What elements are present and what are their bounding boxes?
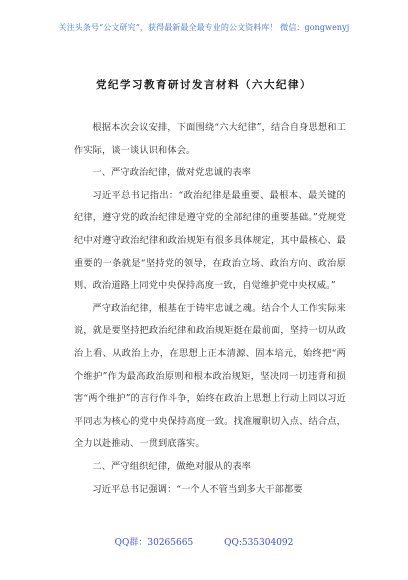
body-paragraph: 严守政治纪律，根基在于铸牢忠诚之魂。结合个人工作实际来说，就是要坚持把政治纪律和政治规矩挺在最前面，坚持一切从政治上看、从政治上办，在思想上正本清源、固本培元，始终把“两个维护”作为最高政治原则和根本政治规矩，坚决同一切违背和损害“两个维护”的言行作斗争，始终在政治上思想上行动上同以习近平同志为核心的党中央保持高度一致。找准履职切入点、结合点，全力以赴推动、一贯到底落实。	[74, 302, 346, 450]
body-paragraph: 习近平总书记指出：“政治纪律是最重要、最根本、最关键的纪律，遵守党的政治纪律是遵守党的全部纪律的重要基础。”党规党纪中对遵守政治纪律和政治规矩有很多具体规定，其中最核心、最重要的一条就是“坚持党的领导，在政治立场、政治方向、政治原则、政治道路上同党中央保持高度一致，自觉维护党中央权威。”	[74, 189, 346, 292]
document-title: 党纪学习教育研讨发言材料（六大纪律）	[96, 79, 312, 91]
section-heading-political-discipline: 一、严守政治纪律，做对党忠诚的表率	[92, 167, 252, 179]
section-heading-organizational-discipline: 二、严守组织纪律，做绝对服从的表率	[92, 460, 252, 472]
qq-group-link[interactable]: QQ群：30265665	[114, 538, 194, 548]
contact-footer	[0, 535, 408, 548]
qq-contact-link[interactable]: QQ:535304092	[224, 538, 294, 548]
intro-paragraph: 根据本次会议安排，下面围绕“六大纪律”，结合自身思想和工作实际，谈一谈认识和体会。	[74, 122, 346, 156]
document-body	[74, 117, 346, 501]
promo-banner[interactable]: 关注头条号“公文研究”，获得最新最全最专业的公文资料库！ 微信：gongwenyj	[58, 23, 350, 32]
body-paragraph: 习近平总书记强调：“一个人不管当到多大干部都要	[92, 483, 303, 495]
